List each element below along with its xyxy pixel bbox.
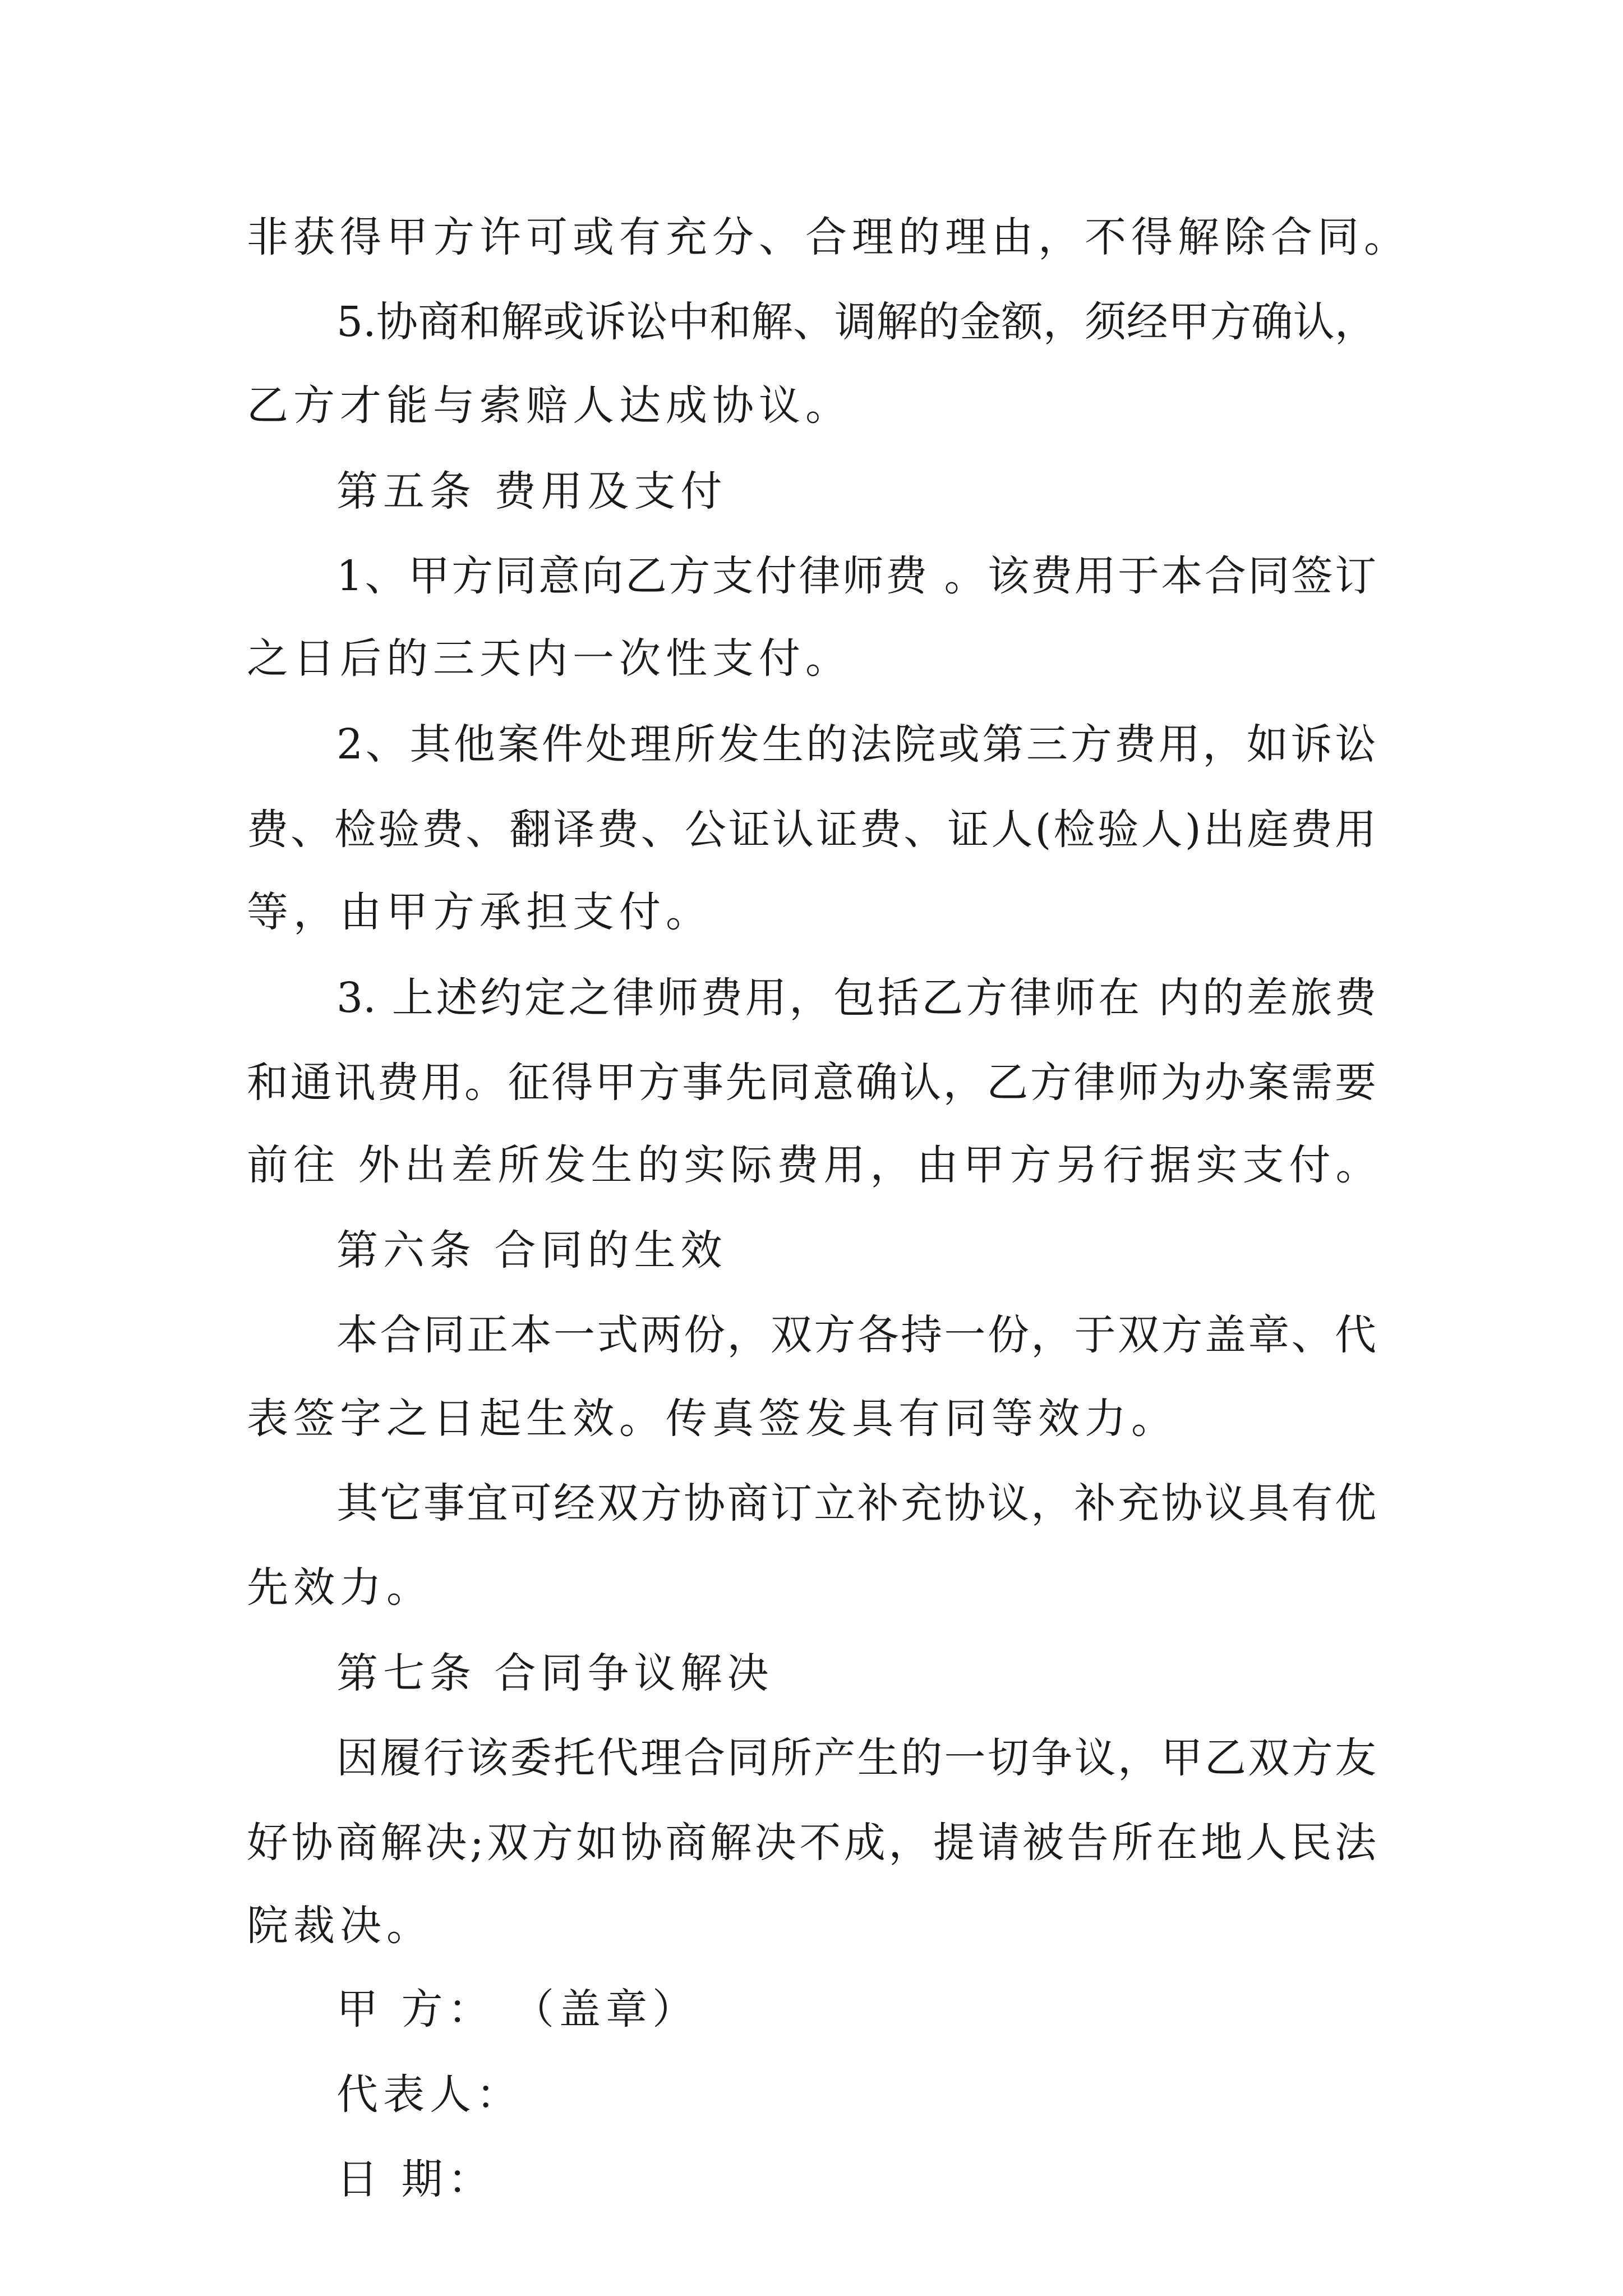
signature-representative-line: 代表人： xyxy=(336,2070,523,2119)
signature-date-line: 日 期： xyxy=(336,2155,495,2203)
text-line: 本合同正本一式两份，双方各持一份，于双方盖章、代 xyxy=(336,1311,1376,1359)
text-line: 前往 外出差所发生的实际费用，由甲方另行据实支付。 xyxy=(247,1141,1382,1189)
text-line: 院裁决。 xyxy=(247,1902,433,1950)
signature-party-line: 甲 方： （盖章） xyxy=(336,1985,699,2033)
text-line: 因履行该委托代理合同所产生的一切争议，甲乙双方友 xyxy=(336,1734,1376,1782)
text-line: 等，由甲方承担支付。 xyxy=(247,888,712,936)
text-line: 费、检验费、翻译费、公证认证费、证人(检验人)出庭费用 xyxy=(247,806,1376,854)
text-line: 5.协商和解或诉讼中和解、调解的金额，须经甲方确认， xyxy=(336,298,1376,346)
text-line: 其它事宜可经双方协商订立补充协议，补充协议具有优 xyxy=(336,1479,1376,1527)
text-line: 表签字之日起生效。传真签发具有同等效力。 xyxy=(247,1395,1178,1443)
text-line: 之日后的三天内一次性支付。 xyxy=(247,634,852,683)
text-line: 1、甲方同意向乙方支付律师费 。该费用于本合同签订 xyxy=(336,552,1376,600)
text-line: 和通讯费用。征得甲方事先同意确认，乙方律师为办案需要 xyxy=(247,1059,1376,1107)
section-heading: 第七条 合同争议解决 xyxy=(336,1649,774,1697)
text-line: 2、其他案件处理所发生的法院或第三方费用，如诉讼 xyxy=(336,720,1376,769)
section-heading: 第六条 合同的生效 xyxy=(336,1226,727,1274)
section-heading: 第五条 费用及支付 xyxy=(336,467,727,516)
text-line: 3. 上述约定之律师费用，包括乙方律师在 内的差旅费 xyxy=(336,974,1376,1022)
text-line: 先效力。 xyxy=(247,1563,433,1612)
text-line: 好协商解决;双方如协商解决不成，提请被告所在地人民法 xyxy=(247,1819,1376,1867)
text-line: 乙方才能与索赔人达成协议。 xyxy=(247,381,852,430)
text-line: 非获得甲方许可或有充分、合理的理由，不得解除合同。 xyxy=(247,213,1410,261)
